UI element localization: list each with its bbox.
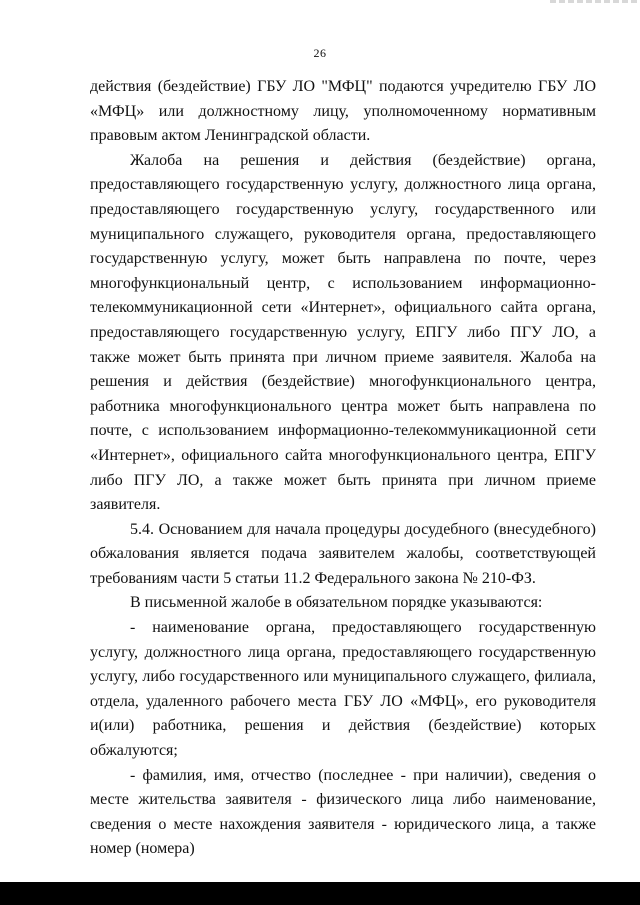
paragraph-complaint-channels: Жалоба на решения и действия (бездействие) органа, предоставляющего государственную услугу, должностного лица органа, предоставляющего государственную услугу, государственного или муниципального служащего, руководителя органа, предоставляющего государственную услугу, может быть направлена по почте, через многофункциональный центр, с использованием информационно-телекоммуникационной сети «Интернет», официального сайта органа, предоставляющего государственную услугу, ЕПГУ либо ПГУ ЛО, а также может быть принята при личном приеме заявителя. Жалоба на решения и действия (бездействие) многофункционального центра, работника многофункционального центра может быть направлена по почте, с использованием информационно-телекоммуникационной сети «Интернет», официального сайта многофункционального центра, ЕПГУ либо ПГУ ЛО, а также может быть принята при личном приеме заявителя. — [90, 151, 596, 514]
scan-bottom-border — [0, 882, 640, 905]
list-item-applicant-details: - фамилия, имя, отчество (последнее - при наличии), сведения о месте жительства заявителя - физического лица либо наименование, сведения о месте нахождения заявителя - юридического лица, а также номер (номера) — [90, 766, 596, 858]
list-item-organ-name: - наименование органа, предоставляющего государственную услугу, должностного лица органа, предоставляющего государственную услугу, либо государственного или муниципального служащего, филиала, отдела, удаленного рабочего места ГБУ ЛО «МФЦ», его руководителя и(или) работника, решения и действия (бездействие) которых обжалуются; — [90, 619, 596, 760]
document-body — [90, 75, 596, 862]
paragraph-required-items: В письменной жалобе в обязательном порядке указываются: — [130, 594, 543, 612]
page-number: 26 — [313, 46, 327, 60]
paragraph-continuation: действия (бездействие) ГБУ ЛО "МФЦ" подаются учредителю ГБУ ЛО «МФЦ» или должностному лицу, уполномоченному нормативным правовым актом Ленинградской области. — [90, 78, 596, 145]
scan-artifact — [550, 0, 640, 3]
paragraph-section-5-4: 5.4. Основанием для начала процедуры досудебного (внесудебного) обжалования является подача заявителем жалобы, соответствующей требованиям части 5 статьи 11.2 Федерального закона № 210-ФЗ. — [90, 520, 596, 587]
